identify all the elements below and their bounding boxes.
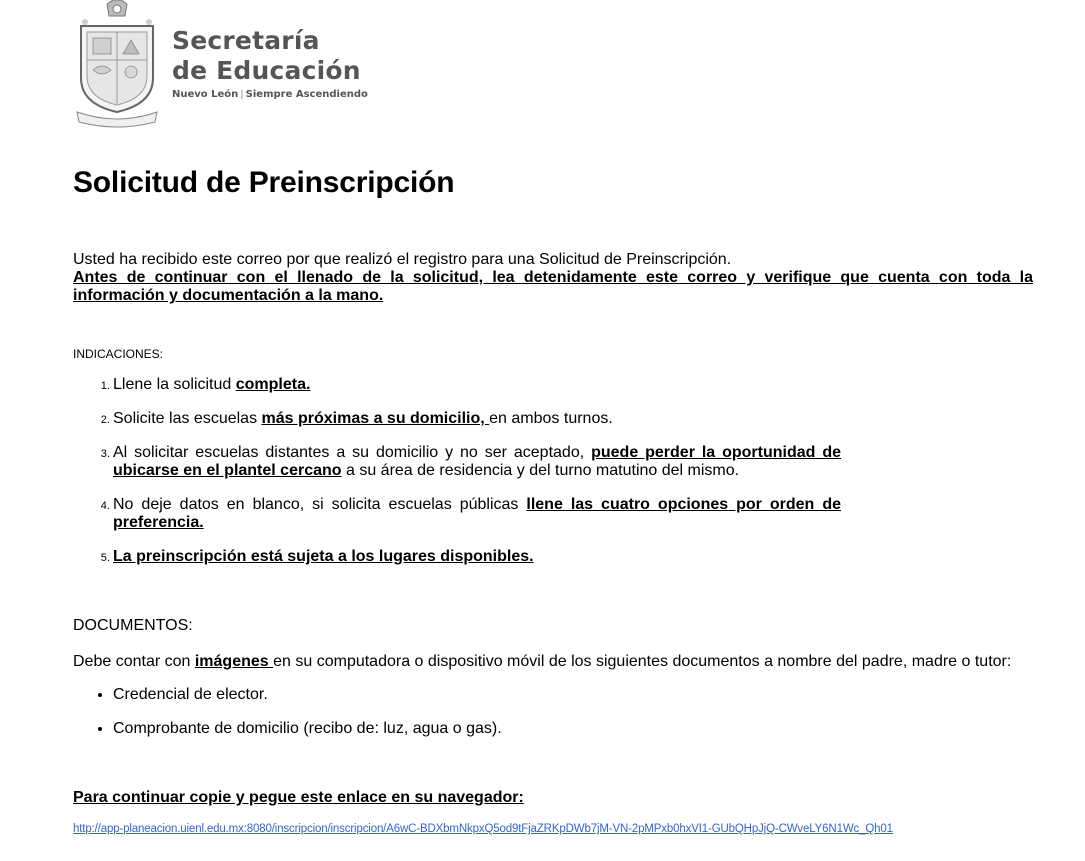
preinscription-link[interactable]: http://app-planeacion.uienl.edu.mx:8080/inscripcion/inscripcion/A6wC-BDXbmNkpxQ5od9tFjaZRKpDWb7jM-VN-2pMPxb0hxVI1-GUbQHpJjQ-CWveLY6N1Wc_Qh01: [73, 823, 893, 835]
list-item: • Comprobante de domicilio (recibo de: luz, agua o gas).: [113, 720, 502, 738]
documentos-description: Debe contar con imágenes en su computadora o dispositivo móvil de los siguientes documentos a nombre del padre, madre o tutor:: [73, 653, 1012, 670]
page-title: Solicitud de Preinscripción: [73, 166, 455, 199]
indicaciones-label: INDICACIONES:: [73, 347, 164, 361]
logo-line-2: de Educación: [172, 56, 361, 85]
intro-section: [73, 251, 1033, 305]
state-seal-icon: [73, 0, 161, 128]
list-item: 4. No deje datos en blanco, si solicita escuelas públicas llene las cuatro opciones por orden de preferencia.: [113, 496, 841, 532]
list-item: 1. Llene la solicitud completa.: [113, 376, 841, 394]
logo-tagline-separator: |: [240, 89, 244, 100]
documents-list: [73, 686, 502, 754]
list-item: 5. La preinscripción está sujeta a los lugares disponibles.: [113, 548, 841, 566]
logo-tagline-left: Nuevo León: [172, 89, 239, 100]
documentos-label: DOCUMENTOS:: [73, 617, 193, 634]
logo-line-1: Secretaría: [172, 26, 320, 55]
intro-warning: Antes de continuar con el llenado de la solicitud, lea detenidamente este correo y verifique que cuenta con toda la información y documentación a la mano.: [73, 269, 1033, 304]
secretaria-educacion-logo: [73, 0, 373, 130]
continue-instruction: Para continuar copie y pegue este enlace en su navegador:: [73, 789, 524, 806]
logo-tagline-right: Siempre Ascendiendo: [245, 89, 368, 100]
instructions-list: [73, 376, 841, 582]
list-item: 3. Al solicitar escuelas distantes a su domicilio y no ser aceptado, puede perder la oportunidad de ubicarse en el plantel cercano a su área de residencia y del turno matutino del mismo.: [113, 444, 841, 480]
list-item: • Credencial de elector.: [113, 686, 502, 704]
list-item: 2. Solicite las escuelas más próximas a su domicilio, en ambos turnos.: [113, 410, 841, 428]
intro-text: Usted ha recibido este correo por que realizó el registro para una Solicitud de Preinscripción.: [73, 251, 732, 268]
logo-wordmark: [172, 26, 368, 100]
logo-tagline: [172, 89, 368, 100]
